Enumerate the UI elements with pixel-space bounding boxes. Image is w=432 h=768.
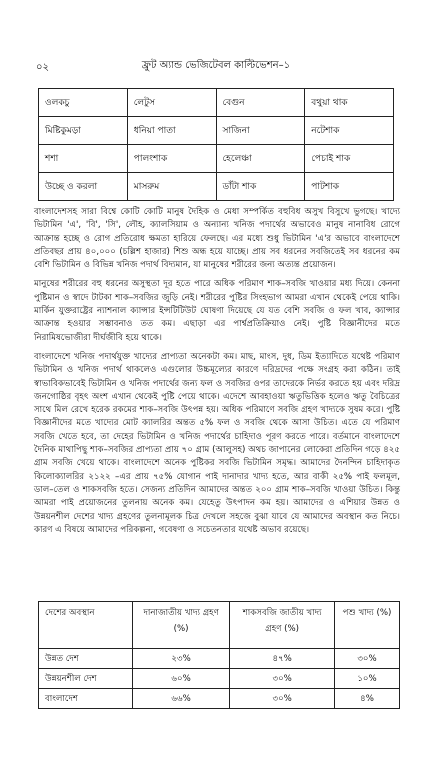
table-cell: হেলেঞ্চা — [216, 145, 305, 173]
column-header: শাকসবজি জাতীয় খাদ্য গ্রহণ (%) — [230, 602, 335, 649]
table-cell: শশা — [39, 145, 128, 173]
table-cell: পাটশাক — [305, 173, 394, 201]
column-header: দেশের অবস্থান — [39, 602, 133, 649]
running-head: ফ্রুট অ্যান্ড ভেজিটেবল কাল্টিভেশন–১ — [141, 60, 291, 71]
column-header: দানাজাতীয় খাদ্য গ্রহণ (%) — [132, 602, 229, 649]
table-cell: ২৩% — [132, 649, 229, 669]
table-cell: উন্নয়নশীল দেশ — [39, 669, 133, 689]
table-cell: পালংশাক — [127, 145, 216, 173]
table-row — [39, 89, 394, 117]
table-cell: ওলকচু — [39, 89, 128, 117]
table-cell: ৩০% — [230, 689, 335, 709]
table-cell: ৬৬% — [132, 689, 229, 709]
table-cell: পেচাই শাক — [305, 145, 394, 173]
table-row — [39, 145, 394, 173]
paragraph-3: বাংলাদেশে খনিজ পদার্থযুক্ত খাদ্যের প্রাপ্যতা অনেকটা কম। মাছ, মাংস, দুধ, ডিম ইত্যাদিতে যথেষ্ট পরিমাণ ভিটামিন ও খনিজ পদার্থ থাকলেও এগুলোর উচ্চমূল্যের কারণে দরিদ্রদের পক্ষে সংগ্রহ করা কঠিন। তাই স্বাভাবিকভাবেই ভিটামিন ও খনিজ পদার্থের জন্য ফল ও সবজির ওপর তাদেরকে নির্ভর করতে হয় এবং দরিদ্র জনগোষ্ঠির বৃহৎ অংশ এখান থেকেই পুষ্টি পেয়ে থাকে। এদেশে আবহাওয়া ঋতুভিত্তিক হলেও ঋতু বৈচিত্রের সাথে মিল রেখে হরেক রকমের শাক–সবজি উৎপন্ন হয়। অধিক পরিমাণে সবজি গ্রহণ খাদ্যকে সুষম করে। পুষ্টি বিজ্ঞানীদের মতে খাদ্যের মোট ক্যালরির অন্তত ৫% ফল ও সবজি থেকে আসা উচিত। এতে যে পরিমাণ সবজি খেতে হবে, তা দেহের ভিটামিন ও খনিজ পদার্থের চাহিদাও পূরণ করতে পারে। বর্তমানে বাংলাদেশে দৈনিক মাথাপিছু শাক–সবজির প্রাপ্যতা প্রায় ৭০ গ্রাম (আলুসহ) অথচ জাপানের লোকেরা প্রতিদিন গড়ে ৪২৫ গ্রাম সবজি খেয়ে থাকে। বাংলাদেশে অনেক পুষ্টিকর সবজি ভিটামিন সমৃদ্ধ। আমাদের দৈনন্দিন চাহিদাকৃত কিলোক্যালরির ২১২২ –এর প্রায় ৭৫% যোগান পাই দানাদার খাদ্য হতে, আর বাকী ২৫% পাই ফলমূল, ডাল–তেল ও শাকসবজি হতে। সেজন্য প্রতিদিন আমাদের অন্তত ২০০ গ্রাম শাক–সবজি খাওয়া উচিত। কিন্তু আমরা পাই প্রয়োজনের তুলনায় অনেক কম। যেহেতু উৎপাদন কম হয়। আমাদের ও এশিয়ার উন্নত ও উন্নয়নশীল দেশের খাদ্য গ্রহণের তুলনামূলক চিত্র দেখলে সহজে বুঝা যাবে যে আমাদের অবস্থান কত নিচে। কারণ এ বিষয়ে আমাদের পরিকল্পনা, গবেষণা ও সচেতনতার যথেষ্ট অভাব রয়েছে। — [34, 351, 400, 535]
table-cell: ৬০% — [132, 669, 229, 689]
table-cell: ৪% — [335, 689, 400, 709]
table-cell: নটেশাক — [305, 117, 394, 145]
table-cell: বেগুন — [216, 89, 305, 117]
food-intake-table — [38, 601, 400, 709]
table-row — [39, 689, 400, 709]
table-row — [39, 649, 400, 669]
table-cell: ১০% — [335, 669, 400, 689]
table-row — [39, 117, 394, 145]
table-cell: ডাঁটা শাক — [216, 173, 305, 201]
table-cell: ৪৭% — [230, 649, 335, 669]
body-text — [34, 206, 400, 543]
paragraph-2: মানুষের শরীরের বহু ধরনের অসুস্থতা দূর হতে পারে অধিক পরিমাণ শাক–সবজি খাওয়ার মধ্য দিয়ে। কেননা পুষ্টিমান ও স্বাদে টাটকা শাক–সবজির জুড়ি নেই। শরীরের পুষ্টির সিংহভাগ আমরা এখান থেকেই পেয়ে থাকি। মার্কিন যুক্তরাষ্ট্রের ন্যাশনাল ক্যান্সার ইন্সটিটিউট ঘোষণা দিয়েছে যে যত বেশি সবজি ও ফল খাব, ক্যান্সার আক্রান্ত হওয়ার সম্ভাবনাও তত কম। এছাড়া এর পার্শ্বপ্রতিক্রিয়াও নেই। পুষ্টি বিজ্ঞানীদের মতে নিরামিষভোজীরা দীর্ঘজীবি হয়ে থাকে। — [34, 279, 400, 343]
table-cell: সাজিনা — [216, 117, 305, 145]
column-header: পশু খাদ্য (%) — [335, 602, 400, 649]
table-cell: উন্নত দেশ — [39, 649, 133, 669]
table-cell: লেটুস — [127, 89, 216, 117]
paragraph-1: বাংলাদেশসহ সারা বিশ্বে কোটি কোটি মানুষ দৈহিক ও মেধা সম্পর্কিত বহুবিধ অসুখ বিসুখে ভুগছে। খাদ্যে ভিটামিন 'এ', 'বি', 'সি', লৌহ, ক্যালসিয়াম ও অন্যান্য খনিজ পদার্থের অভাবেও মানুষ নানাবিধ রোগে আক্রান্ত হচ্ছে ও রোগ প্রতিরোধ ক্ষমতা হারিয়ে ফেলছে। এর মধ্যে শুধু ভিটামিন 'এ'র অভাবে বাংলাদেশে প্রতিবছর প্রায় ৪০,০০০ (চল্লিশ হাজার) শিশু অন্ধ হয়ে যাচ্ছে। প্রায় সব ধরনের সবজিতেই সব ধরনের কম বেশি ভিটামিন ও বিভিন্ন খনিজ পদার্থ বিদ্যমান, যা মানুষের শরীরের জন্য অত্যন্ত প্রয়োজন। — [34, 207, 400, 271]
table-cell: বাংলাদেশ — [39, 689, 133, 709]
vegetable-table — [38, 88, 394, 201]
table-row — [39, 669, 400, 689]
table-row — [39, 173, 394, 201]
table-header-row — [39, 602, 400, 649]
page-number: ০২ — [36, 62, 50, 73]
table-cell: ৩০% — [230, 669, 335, 689]
table-cell: মিষ্টিকুমড়া — [39, 117, 128, 145]
table-cell: বথুয়া থাক — [305, 89, 394, 117]
table-cell: মাসরুম — [127, 173, 216, 201]
table-cell: ৩০% — [335, 649, 400, 669]
table-cell: উচ্ছে ও করলা — [39, 173, 128, 201]
table-cell: ধনিয়া পাতা — [127, 117, 216, 145]
